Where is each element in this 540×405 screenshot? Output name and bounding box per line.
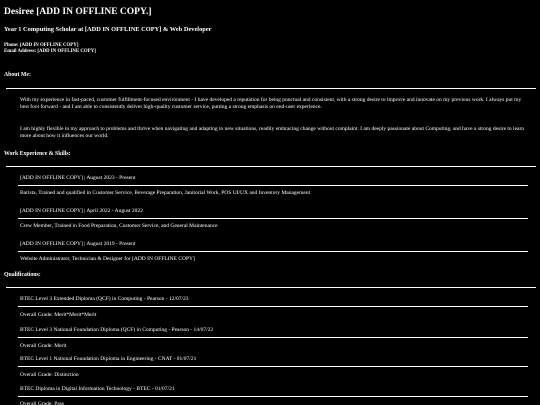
experience-heading: Work Experience & Skills:: [4, 151, 71, 157]
job-subtitle: Year 1 Computing Scholar at [ADD IN OFFLINE COPY] & Web Developer: [4, 26, 212, 33]
qualification-4-divider: [18, 396, 528, 397]
experience-item-3-divider: [18, 251, 528, 252]
experience-divider: [6, 166, 536, 167]
qualifications-heading: Qualifications:: [4, 272, 41, 278]
experience-item-2-detail: Crew Member, Trained in Food Preparation, Customer Service, and General Maintenance: [20, 223, 218, 229]
qualification-2-divider: [18, 337, 528, 338]
qualification-3-title: BTEC Level 1 National Foundation Diploma in Engineering - CNAT - 01/07/21: [20, 356, 197, 362]
qualification-2-title: BTEC Level 3 National Foundation Diploma (QCF) in Computing - Pearson - 14/07/22: [20, 327, 214, 333]
email-contact: Email Address: [ADD IN OFFLINE COPY]: [4, 49, 96, 54]
qualification-1-grade: Overall Grade: Merit*Merit*Merit: [20, 312, 97, 318]
qualification-2-grade: Overall Grade: Merit: [20, 343, 67, 349]
page-title: Desiree [ADD IN OFFLINE COPY.]: [4, 7, 152, 17]
qualification-4-grade: Overall Grade: Pass: [20, 401, 64, 405]
experience-item-1-title: [ADD IN OFFLINE COPY] | August 2023 - Present: [20, 175, 136, 181]
about-paragraph-1: With my experience in fast-paced, customer fulfillment-focused environment - I have developed a reputation for being punctual and consistent, with a strong desire to improve and innovate on my previous work. I always put my best foot forward - and I am able to consistently deliver high-quality customer service, putting a strong emphasis on end-user experience.: [20, 97, 522, 110]
experience-item-3-detail: Website Administrator, Technician & Designer for [ADD IN OFFLINE COPY]: [20, 256, 195, 262]
qualification-4-title: BTEC Diploma in Digital Information Technology - BTEC - 01/07/21: [20, 386, 175, 392]
experience-item-1-detail: Barista, Trained and qualified in Customer Service, Beverage Preparation, Janitorial Work, POS UI/UX and Inventory Management: [20, 190, 311, 196]
about-paragraph-2: I am highly flexible in my approach to problems and thrive when navigating and adapting to new situations, readily embracing change without complaint. I am deeply passionate about Computing, and have a strong desire to learn more about how it influences our world.: [20, 126, 525, 139]
qualification-1-divider: [18, 306, 528, 307]
qualification-3-grade: Overall Grade: Distinction: [20, 372, 79, 378]
experience-item-1-divider: [18, 185, 528, 186]
qualifications-divider: [6, 287, 536, 288]
about-divider: [6, 88, 536, 89]
qualification-3-divider: [18, 366, 528, 367]
phone-contact: Phone: [ADD IN OFFLINE COPY]: [4, 43, 79, 48]
qualification-1-title: BTEC Level 3 Extended Diploma (QCF) in Computing - Pearson - 12/07/23: [20, 296, 189, 302]
about-heading: About Me:: [4, 72, 31, 78]
experience-item-3-title: [ADD IN OFFLINE COPY] | August 2019 - Present: [20, 241, 136, 247]
experience-item-2-title: [ADD IN OFFLINE COPY] | April 2022 - August 2022: [20, 208, 143, 214]
experience-item-2-divider: [18, 218, 528, 219]
